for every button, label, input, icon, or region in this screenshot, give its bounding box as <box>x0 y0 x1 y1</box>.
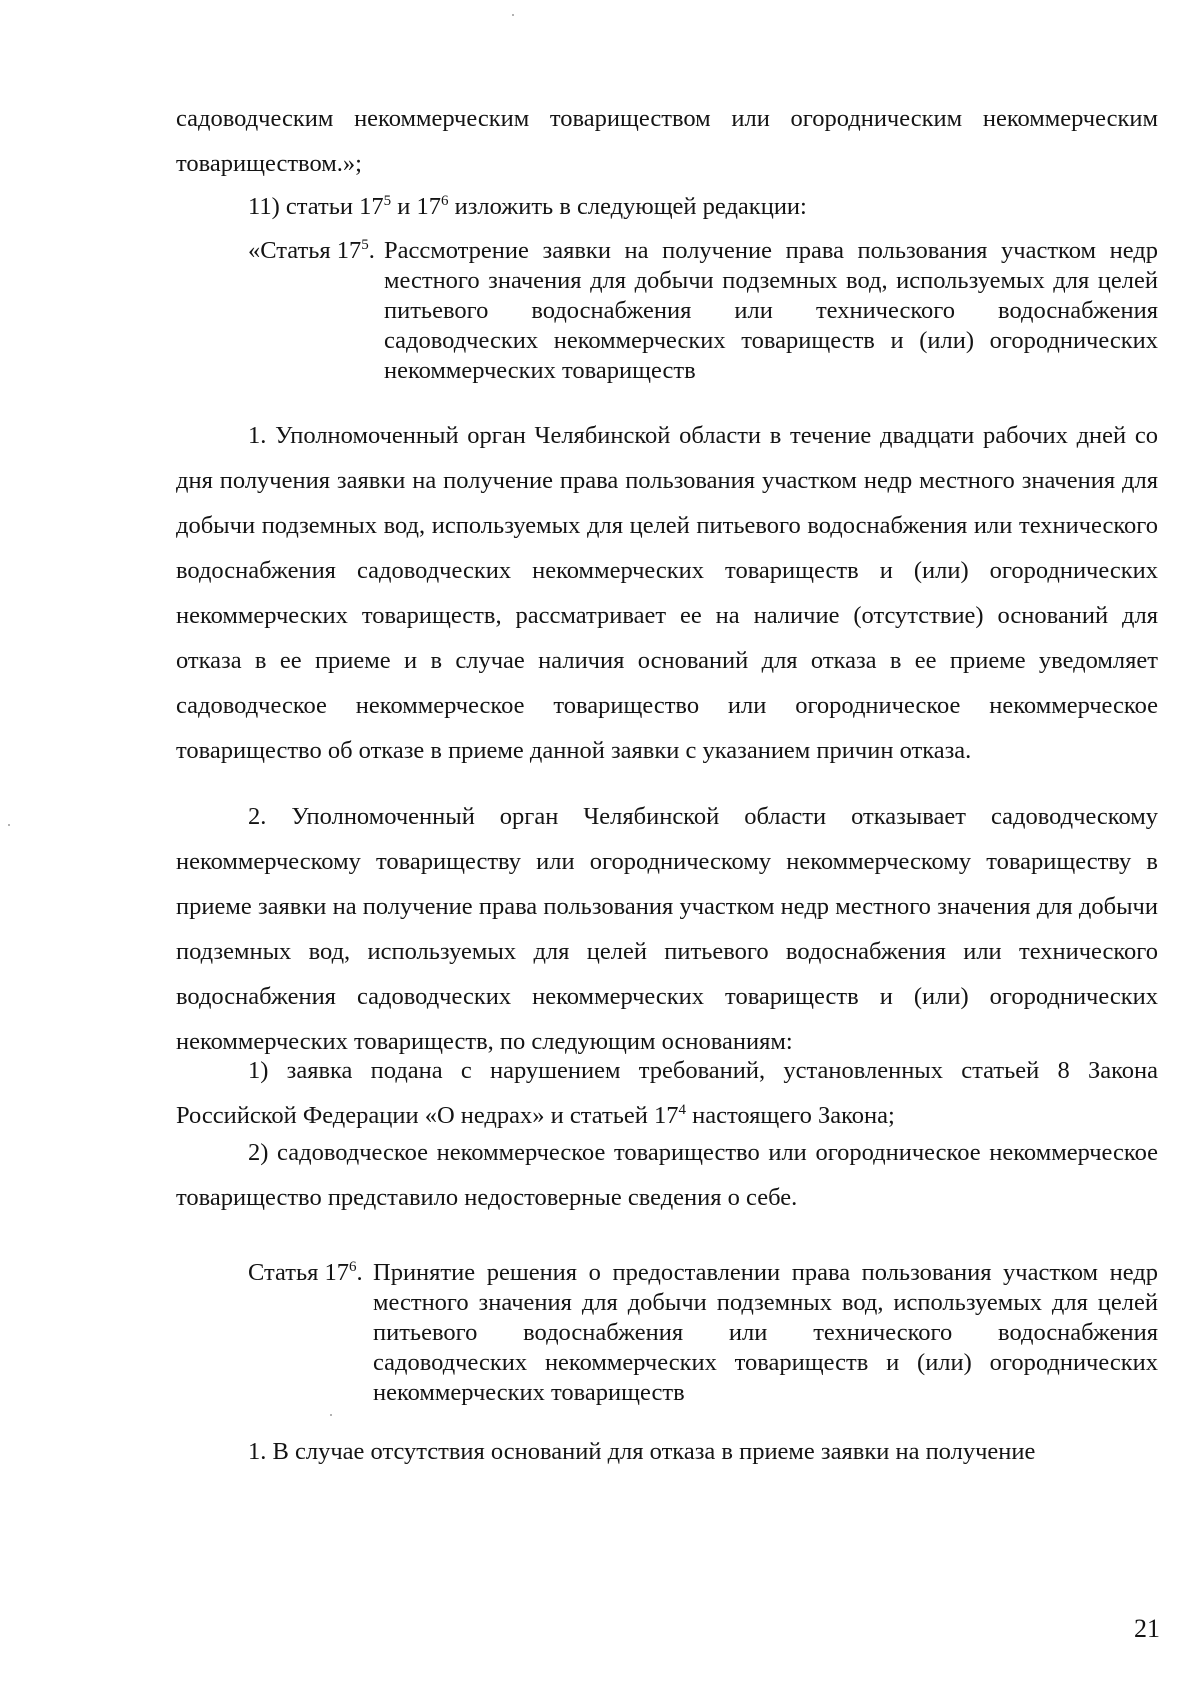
article-17-5-paragraph-2: 2. Уполномоченный орган Челябинской области отказывает садоводческому некоммерческому товариществу или огородническому некоммерческому товариществу в приеме заявки на получение права пользования участком недр местного значения для добычи подземных вод, используемых для целей питьевого водоснабжения или технического водоснабжения садоводческих некоммерческих товариществ и (или) огороднических некоммерческих товариществ, по следующим основаниям: <box>176 803 1158 1055</box>
amendment-item-11 <box>248 192 1158 222</box>
article-17-5-item-2: 2) садоводческое некоммерческое товарищество или огородническое некоммерческое товарищество представило недостоверные сведения о себе. <box>176 1139 1158 1211</box>
scan-speck <box>512 14 514 16</box>
intro-paragraph: садоводческим некоммерческим товариществом или огородническим некоммерческим товариществом.»; <box>176 105 1158 177</box>
amend-sup-2: 6 <box>441 193 449 209</box>
amend-prefix: 11) статьи 17 <box>248 193 384 220</box>
amend-sup-1: 5 <box>383 193 392 209</box>
page-number: 21 <box>1134 1614 1160 1643</box>
scan-speck <box>330 1414 332 1416</box>
article-17-5-label: «Статья $17^5$. <box>248 237 375 264</box>
article-17-6-paragraph-1: 1. В случае отсутствия оснований для отказа в приеме заявки на получение <box>248 1438 1036 1465</box>
article-17-5-paragraph-1: 1. Уполномоченный орган Челябинской области в течение двадцати рабочих дней со дня получения заявки на получение права пользования участком недр местного значения для добычи подземных вод, используемых для целей питьевого водоснабжения или технического водоснабжения садоводческих некоммерческих товариществ и (или) огороднических некоммерческих товариществ, рассматривает ее на наличие (отсутствие) оснований для отказа в ее приеме и в случае наличия оснований для отказа в ее приеме уведомляет садоводческое некоммерческое товарищество или огородническое некоммерческое товарищество об отказе в приеме данной заявки с указанием причин отказа. <box>176 422 1158 764</box>
article-17-5-title: Рассмотрение заявки на получение права пользования участком недр местного значения для добычи подземных вод, используемых для целей питьевого водоснабжения или технического водоснабжения садоводческих некоммерческих товариществ и (или) огороднических некоммерческих товариществ <box>384 237 1158 384</box>
amend-suffix: изложить в следующей редакции: <box>448 193 807 220</box>
article-17-5-item-1: 1) заявка подана с нарушением требований, установленных статьей 8 Закона Российской Федерации «О недрах» и статьей $17^4$ настоящего Закона; <box>176 1057 1158 1129</box>
scan-speck <box>8 824 10 826</box>
article-17-6-label: Статья $17^6$. <box>248 1259 363 1286</box>
article-17-6-title: Принятие решения о предоставлении права пользования участком недр местного значения для добычи подземных вод, используемых для целей питьевого водоснабжения или технического водоснабжения садоводческих некоммерческих товариществ и (или) огороднических некоммерческих товариществ <box>373 1259 1158 1406</box>
amend-mid: и 17 <box>391 193 441 220</box>
